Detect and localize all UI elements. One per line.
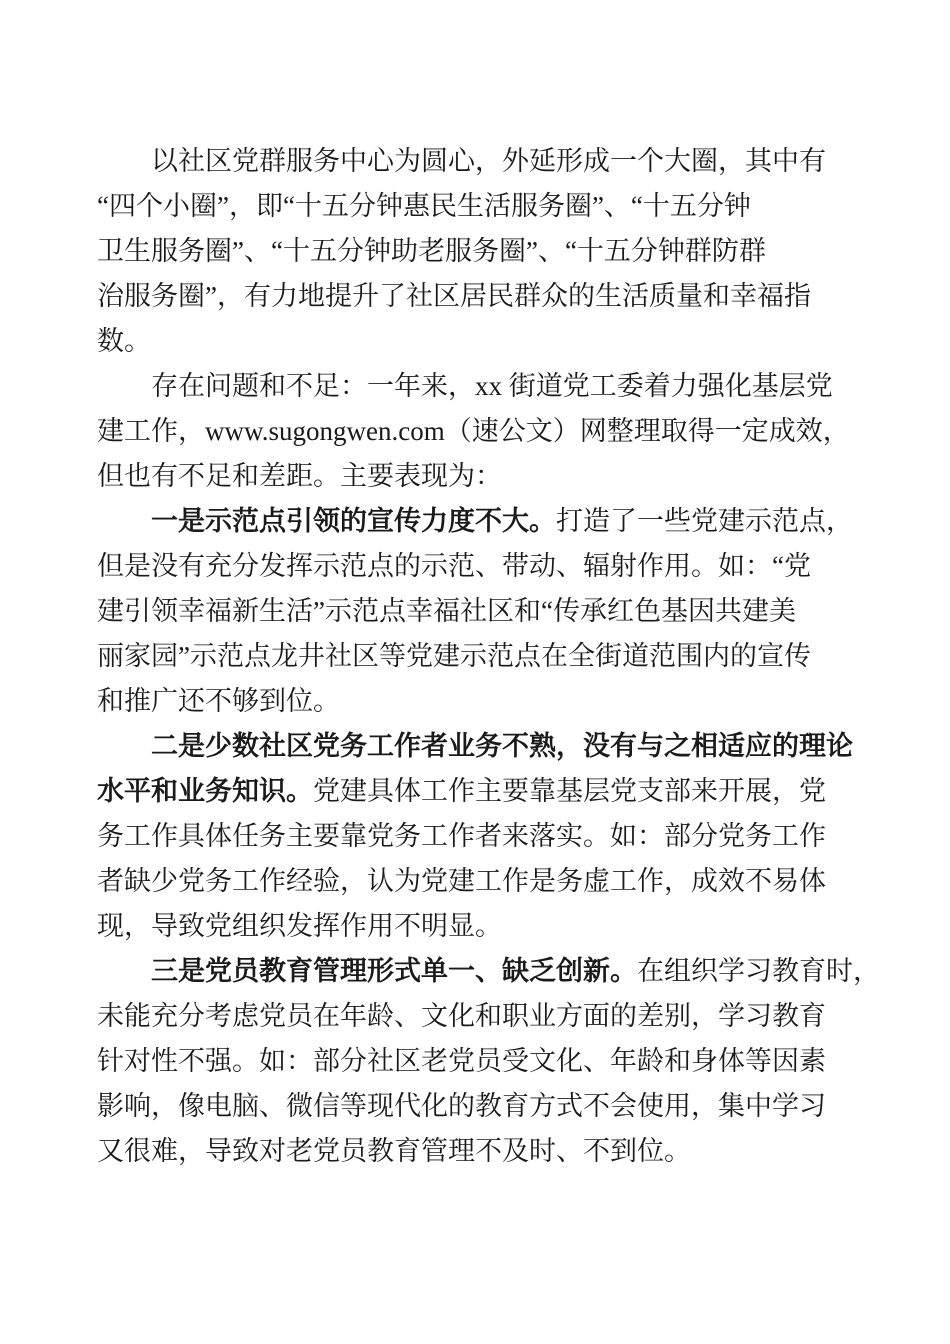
text-line: [97, 1084, 860, 1129]
text-segment: 又很难，导致对老党员教育管理不及时、不到位。: [97, 1136, 691, 1166]
text-segment: 治服务圈”，有力地提升了社区居民群众的生活质量和幸福指: [97, 281, 811, 311]
text-segment-bold: 二是少数社区党务工作者业务不熟，没有与之相适应的理论: [151, 731, 853, 761]
text-segment: 和推广还不够到位。: [97, 686, 340, 716]
text-segment: 现，导致党组织发挥作用不明显。: [97, 911, 502, 941]
text-segment: 针对性不强。如：部分社区老党员受文化、年龄和身体等因素: [97, 1046, 826, 1076]
text-segment: 务工作具体任务主要靠党务工作者来落实。如：部分党务工作: [97, 821, 826, 851]
text-line: [97, 769, 860, 814]
text-line: [97, 859, 860, 904]
text-line: [97, 139, 860, 184]
text-line: [97, 364, 860, 409]
paragraph: [97, 499, 860, 724]
text-line: [97, 229, 860, 274]
text-line: [97, 409, 860, 454]
text-segment: 存在问题和不足：一年来，xx 街道党工委着力强化基层党: [151, 371, 833, 401]
text-segment: 未能充分考虑党员在年龄、文化和职业方面的差别，学习教育: [97, 1001, 826, 1031]
text-segment: 建引领幸福新生活”示范点幸福社区和“传承红色基因共建美: [97, 596, 796, 626]
text-segment: 打造了一些党建示范点，: [556, 506, 853, 536]
text-line: [97, 904, 860, 949]
text-segment-bold: 一是示范点引领的宣传力度不大。: [151, 506, 556, 536]
text-line: [97, 634, 860, 679]
text-line: [97, 184, 860, 229]
paragraph: [97, 364, 860, 499]
text-line: [97, 274, 860, 319]
paragraph: [97, 139, 860, 364]
text-line: [97, 589, 860, 634]
text-line: [97, 994, 860, 1039]
text-line: [97, 949, 880, 994]
text-segment: 建工作，www.sugongwen.com（速公文）网整理取得一定成效，: [97, 416, 850, 446]
text-segment: 丽家园”示范点龙井社区等党建示范点在全街道范围内的宣传: [97, 641, 811, 671]
text-line: [97, 679, 860, 724]
text-line: [97, 1039, 860, 1084]
text-segment: 数。: [97, 326, 151, 356]
text-segment: 党建具体工作主要靠基层党支部来开展，党: [313, 776, 826, 806]
text-segment: 影响，像电脑、微信等现代化的教育方式不会使用，集中学习: [97, 1091, 826, 1121]
text-segment: 但是没有充分发挥示范点的示范、带动、辐射作用。如：“党: [97, 551, 811, 581]
text-line: [97, 454, 860, 499]
text-line: [97, 319, 860, 364]
paragraph: [97, 724, 860, 949]
text-line: [97, 1129, 860, 1174]
text-segment: 以社区党群服务中心为圆心，外延形成一个大圈，其中有: [151, 146, 826, 176]
text-segment: 在组织学习教育时，: [637, 956, 880, 986]
text-segment: 卫生服务圈”、“十五分钟助老服务圈”、“十五分钟群防群: [97, 236, 766, 266]
document-body: [97, 139, 880, 1174]
text-segment: 但也有不足和差距。主要表现为：: [97, 461, 502, 491]
text-segment-bold: 水平和业务知识。: [97, 776, 313, 806]
text-line: [97, 814, 860, 859]
text-line: [97, 544, 860, 589]
paragraph: [97, 949, 880, 1174]
text-segment-bold: 三是党员教育管理形式单一、缺乏创新。: [151, 956, 637, 986]
text-segment: “四个小圈”，即“十五分钟惠民生活服务圈”、“十五分钟: [97, 191, 751, 221]
text-line: [97, 724, 860, 769]
text-line: [97, 499, 860, 544]
text-segment: 者缺少党务工作经验，认为党建工作是务虚工作，成效不易体: [97, 866, 826, 896]
